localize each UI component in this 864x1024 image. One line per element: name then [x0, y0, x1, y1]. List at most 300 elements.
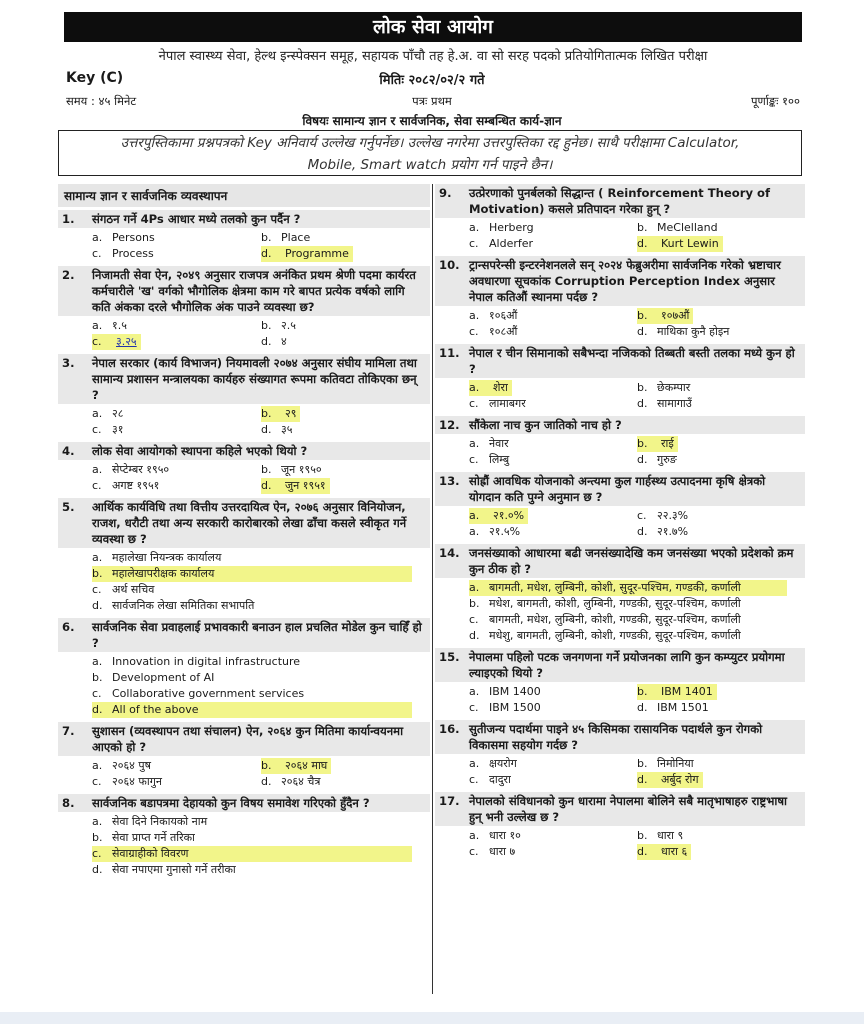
- question-number: 12.: [439, 418, 460, 432]
- option-letter: b.: [261, 231, 272, 244]
- option-list: [58, 758, 430, 790]
- option-text: अर्थ सचिव: [112, 583, 155, 596]
- question-text-row: [435, 184, 805, 218]
- option-letter: d.: [261, 335, 272, 348]
- option-text: २८: [112, 407, 124, 420]
- option-letter: a.: [469, 525, 480, 538]
- option-letter: c.: [469, 613, 479, 626]
- option: [469, 324, 637, 340]
- option: [92, 862, 430, 878]
- question-text: नेपाल र चीन सिमानाको सबैभन्दा नजिकको तिब्बती बस्ती तलका मध्ये कुन हो ?: [469, 346, 795, 376]
- option-letter: c.: [469, 701, 479, 714]
- option-letter: d.: [469, 629, 480, 642]
- option-text: २०६४ फागुन: [112, 775, 163, 788]
- option: [92, 830, 430, 846]
- option-text: २१.०%: [493, 508, 528, 524]
- question-item: [58, 618, 430, 718]
- option-text: Alderfer: [489, 237, 534, 250]
- question-item: [435, 792, 805, 860]
- option-letter: b.: [261, 319, 272, 332]
- question-text: संगठन गर्ने 4Ps आधार मध्ये तलको कुन पर्दैन ?: [92, 212, 301, 226]
- question-number: 15.: [439, 650, 460, 664]
- option-text: IBM 1401: [661, 684, 717, 700]
- option-text: सेप्टेम्बर १९५०: [112, 463, 170, 476]
- option: [261, 318, 430, 334]
- option-text: छेकम्पार: [657, 381, 691, 394]
- option: [92, 246, 261, 262]
- question-text-row: [435, 648, 805, 682]
- question-text-row: [58, 618, 430, 652]
- question-item: [435, 472, 805, 540]
- answer-option: [92, 566, 412, 582]
- option-text: नेवार: [489, 437, 509, 450]
- option: [469, 684, 637, 700]
- question-number: 8.: [62, 796, 75, 810]
- question-item: [435, 344, 805, 412]
- answer-option: [637, 684, 805, 700]
- option-text: १०७औं: [661, 308, 693, 324]
- option-letter: c.: [92, 583, 102, 596]
- option-letter: b.: [92, 831, 103, 844]
- question-text: ट्रान्सपरेन्सी इन्टरनेशनलले सन् २०२४ फेब्रुअरीमा सार्वजनिक गरेको भ्रष्टाचार अवधारणा सूचकांक Corruption Perception Index अनुसार नेपाल कतिऔं स्थानमा पर्दछ ?: [469, 258, 781, 304]
- question-text: नेपालमा पहिलो पटक जनगणना गर्ने प्रयोजनका लागि कुन कम्प्युटर प्रयोगमा ल्याइएको थियो ?: [469, 650, 785, 680]
- option: [469, 452, 637, 468]
- option-text: IBM 1500: [489, 701, 541, 714]
- option-text: MeClelland: [657, 221, 718, 234]
- option-letter: c.: [92, 334, 116, 350]
- option: [92, 814, 430, 830]
- option-text: सामागाउँ: [657, 397, 692, 410]
- question-item: [435, 648, 805, 716]
- option-text: २२.३%: [657, 509, 689, 522]
- option: [637, 828, 805, 844]
- option-letter: a.: [469, 508, 493, 524]
- option-text: सेवा नपाएमा गुनासो गर्ने तरीका: [112, 863, 236, 876]
- exam-date: मितिः २०८२/०२/२ गते: [379, 73, 485, 88]
- option-text: १.५: [112, 319, 127, 332]
- question-text: उत्प्रेरणाको पुनर्बलको सिद्धान्त ( Reinforcement Theory of Motivation) कसले प्रतिपादन गरेका हुन् ?: [469, 186, 771, 216]
- option-letter: d.: [637, 844, 661, 860]
- option-letter: a.: [469, 221, 480, 234]
- option-list: [58, 230, 430, 262]
- option: [261, 774, 430, 790]
- question-text: सार्वजनिक बडापत्रमा देहायको कुन विषय समावेश गरिएको हुँदैन ?: [92, 796, 370, 810]
- option-letter: a.: [469, 437, 480, 450]
- question-item: [58, 266, 430, 350]
- option-text: २०६४ चैत्र: [281, 775, 321, 788]
- notice-line-2: Mobile, Smart watch प्रयोग गर्न पाइने छैन।: [307, 157, 553, 173]
- option-text: धारा ९: [657, 829, 684, 842]
- option-text: All of the above: [112, 703, 199, 716]
- option-text: बागमती, मधेश, लुम्बिनी, कोशी, सुदूर-पश्चिम, गण्डकी, कर्णाली: [489, 581, 741, 594]
- exam-board-title: लोक सेवा आयोग: [64, 12, 802, 42]
- option: [637, 324, 805, 340]
- option-list: [435, 580, 805, 644]
- question-number: 2.: [62, 268, 75, 282]
- exam-subject: विषयः सामान्य ज्ञान र सार्वजनिक, सेवा सम्बन्धित कार्य-ज्ञान: [302, 114, 562, 128]
- question-text-row: [435, 792, 805, 826]
- option-letter: b.: [469, 597, 480, 610]
- option-text: २.५: [281, 319, 296, 332]
- option-letter: d.: [637, 701, 648, 714]
- option: [637, 700, 805, 716]
- question-number: 4.: [62, 444, 75, 458]
- option-list: [435, 380, 805, 412]
- option-text: गुरुङ: [657, 453, 677, 466]
- option-text: Collaborative government services: [112, 687, 305, 700]
- option-text: माथिका कुनै होइन: [657, 325, 730, 338]
- option-letter: b.: [637, 308, 661, 324]
- option-text: अगष्ट १९५१: [112, 479, 160, 492]
- notice-line-1: उत्तरपुस्तिकामा प्रश्नपत्रको Key अनिवार्य उल्लेख गर्नुपर्नेछ। उल्लेख नगरेमा उत्तरपुस्तिका रद्द हुनेछ। साथै परीक्षामा Calculator,: [120, 135, 740, 151]
- option: [92, 598, 430, 614]
- option: [637, 508, 805, 524]
- option-list: [435, 436, 805, 468]
- option: [92, 478, 261, 494]
- option-letter: b.: [261, 406, 285, 422]
- option-text: IBM 1400: [489, 685, 541, 698]
- option: [469, 436, 637, 452]
- instruction-notice: [58, 130, 802, 176]
- option-text: जून १९५०: [281, 463, 322, 476]
- option-text: महालेखा नियन्त्रक कार्यालय: [112, 551, 222, 564]
- option: [469, 220, 637, 236]
- option-letter: c.: [469, 773, 479, 786]
- question-text-row: [58, 722, 430, 756]
- option-text: मधेशु, बागमती, लुम्बिनी, कोशी, गण्डकी, सुदूर-पश्चिम, कर्णाली: [489, 629, 741, 642]
- option-text: १०८औं: [489, 325, 518, 338]
- option-letter: c.: [92, 423, 102, 436]
- answer-option: [469, 580, 787, 596]
- option: [92, 318, 261, 334]
- option-letter: b.: [637, 757, 648, 770]
- option-text: सेवा दिने निकायको नाम: [112, 815, 208, 828]
- option-list: [58, 814, 430, 878]
- option-text: धारा १०: [489, 829, 521, 842]
- question-text: सार्वजनिक सेवा प्रवाहलाई प्रभावकारी बनाउन हाल प्रचलित मोडेल कुन चाहिँ हो ?: [92, 620, 422, 650]
- question-text: नेपालको संविधानको कुन धारामा नेपालमा बोलिने सबै मातृभाषाहरु राष्ट्रभाषा हुन् भनी उल्लेख छ ?: [469, 794, 788, 824]
- option: [637, 380, 805, 396]
- question-number: 16.: [439, 722, 460, 736]
- option-text: २०६४ पुष: [112, 759, 151, 772]
- answer-option: [469, 508, 637, 524]
- option-letter: b.: [261, 463, 272, 476]
- option-letter: d.: [637, 325, 648, 338]
- option-letter: a.: [92, 815, 103, 828]
- question-text: सुतीजन्य पदार्थमा पाइने ४५ किसिमका रासायनिक पदार्थले कुन रोगको विकासमा सहयोग गर्दछ ?: [469, 722, 763, 752]
- option-text: सेवा प्राप्त गर्ने तरिका: [112, 831, 195, 844]
- option-letter: a.: [469, 829, 480, 842]
- option-text: धारा ७: [489, 845, 516, 858]
- option-letter: c.: [92, 687, 102, 700]
- option-list: [435, 684, 805, 716]
- option-text: ३५: [281, 423, 293, 436]
- option-text: ३१: [112, 423, 124, 436]
- option-text: सार्वजनिक लेखा समितिका सभापति: [112, 599, 255, 612]
- question-item: [435, 720, 805, 788]
- column-divider: [432, 184, 433, 994]
- option-list: [435, 828, 805, 860]
- option-list: [58, 406, 430, 438]
- option-text: महालेखापरीक्षक कार्यालय: [112, 567, 215, 580]
- option: [469, 308, 637, 324]
- option: [469, 828, 637, 844]
- option-letter: d.: [637, 397, 648, 410]
- option-letter: c.: [92, 479, 102, 492]
- option: [261, 334, 430, 350]
- option: [92, 582, 430, 598]
- question-number: 13.: [439, 474, 460, 488]
- question-item: [435, 416, 805, 468]
- option-list: [435, 220, 805, 252]
- option: [469, 596, 805, 612]
- question-number: 9.: [439, 186, 452, 200]
- option-letter: d.: [637, 453, 648, 466]
- answer-option: [261, 478, 430, 494]
- option-letter: a.: [469, 581, 480, 594]
- option: [92, 422, 261, 438]
- option-text: Process: [112, 247, 154, 260]
- option-text: अर्बुद रोग: [661, 772, 703, 788]
- option-letter: a.: [92, 463, 103, 476]
- answer-option: [637, 236, 805, 252]
- question-number: 10.: [439, 258, 460, 272]
- option-letter: c.: [469, 237, 479, 250]
- option: [92, 774, 261, 790]
- option: [92, 230, 261, 246]
- question-number: 11.: [439, 346, 460, 360]
- question-item: [58, 354, 430, 438]
- option-text: लिम्बु: [489, 453, 510, 466]
- option: [637, 220, 805, 236]
- option: [637, 452, 805, 468]
- answer-option: [637, 436, 805, 452]
- option-letter: c.: [92, 247, 102, 260]
- option-text: दादुरा: [489, 773, 511, 786]
- question-item: [58, 794, 430, 878]
- option-text: २१.५%: [489, 525, 521, 538]
- option-text: २९: [285, 406, 300, 422]
- option-text: लामाबगर: [489, 397, 526, 410]
- option: [469, 700, 637, 716]
- question-text-row: [58, 498, 430, 548]
- option-text: जुन १९५१: [285, 478, 330, 494]
- question-item: [435, 256, 805, 340]
- option: [469, 524, 637, 540]
- question-item: [58, 210, 430, 262]
- answer-option: [92, 702, 412, 718]
- exam-time: समय : ४५ मिनेट: [66, 94, 137, 108]
- option-list: [58, 318, 430, 350]
- left-column: [58, 184, 430, 882]
- full-marks: पूर्णाङ्कः १००: [750, 94, 800, 108]
- option-text: शेरा: [493, 380, 512, 396]
- answer-option: [92, 846, 412, 862]
- option-text: Development of AI: [112, 671, 215, 684]
- answer-option: [637, 844, 805, 860]
- question-item: [435, 544, 805, 644]
- option-text: Place: [281, 231, 311, 244]
- option: [92, 462, 261, 478]
- option-letter: d.: [261, 423, 272, 436]
- option: [92, 686, 430, 702]
- option-text: IBM 1501: [657, 701, 709, 714]
- option-list: [435, 308, 805, 340]
- option-text: बागमती, मधेश, लुम्बिनी, कोशी, गण्डकी, सुदूर-पश्चिम, कर्णाली: [489, 613, 741, 626]
- option-text: धारा ६: [661, 844, 691, 860]
- question-text: सुशासन (व्यवस्थापन तथा संचालन) ऐन, २०६४ कुन मितिमा कार्यान्वयनमा आएको हो ?: [92, 724, 404, 754]
- option-letter: c.: [469, 397, 479, 410]
- question-text: लोक सेवा आयोगको स्थापना कहिले भएको थियो ?: [92, 444, 308, 458]
- option-letter: b.: [92, 671, 103, 684]
- option-letter: a.: [92, 231, 103, 244]
- option-letter: a.: [469, 309, 480, 322]
- question-text-row: [58, 794, 430, 812]
- option-letter: c.: [92, 847, 102, 860]
- option-text: सेवाग्राहीको विवरण: [112, 847, 189, 860]
- option-list: [58, 654, 430, 718]
- option: [469, 772, 637, 788]
- option-text: ४: [281, 335, 287, 348]
- question-number: 1.: [62, 212, 75, 226]
- option: [92, 654, 430, 670]
- question-item: [58, 442, 430, 494]
- option: [469, 628, 805, 644]
- option-letter: a.: [92, 407, 103, 420]
- option-letter: d.: [261, 775, 272, 788]
- option-text: Kurt Lewin: [661, 236, 723, 252]
- option-list: [435, 756, 805, 788]
- question-text: आर्थिक कार्यविधि तथा वित्तीय उत्तरदायित्व ऐन, २०७६ अनुसार विनियोजन, राजश, धरौटी तथा अन्य सरकारी कारोबारको लेखा ढाँचा कसले स्वीकृत गर्ने व्यवस्था छ ?: [92, 500, 407, 546]
- option: [469, 396, 637, 412]
- option: [92, 758, 261, 774]
- option-letter: a.: [92, 551, 103, 564]
- option-text: २०६४ माघ: [285, 758, 331, 774]
- option-letter: a.: [469, 685, 480, 698]
- option-text: २१.७%: [657, 525, 689, 538]
- question-text: सोह्रौं आवधिक योजनाको अन्त्यमा कुल गार्हस्थ्य उत्पादनमा कृषि क्षेत्रको योगदान कति पुग्ने अनुमान छ ?: [469, 474, 766, 504]
- option-letter: b.: [637, 381, 648, 394]
- option-letter: c.: [469, 453, 479, 466]
- question-text-row: [58, 210, 430, 228]
- option-text: Herberg: [489, 221, 534, 234]
- option-letter: b.: [637, 829, 648, 842]
- option: [261, 230, 430, 246]
- option: [261, 462, 430, 478]
- question-text-row: [435, 472, 805, 506]
- option-list: [435, 508, 805, 540]
- option-letter: d.: [637, 772, 661, 788]
- option-letter: d.: [637, 236, 661, 252]
- question-text-row: [58, 354, 430, 404]
- question-text-row: [435, 344, 805, 378]
- question-number: 7.: [62, 724, 75, 738]
- exam-subtitle: नेपाल स्वास्थ्य सेवा, हेल्थ इन्स्पेक्सन समूह, सहायक पाँचौ तह हे.अ. वा सो सरह पदको प्रतियोगितात्मक लिखित परीक्षा: [158, 49, 708, 64]
- option: [637, 756, 805, 772]
- question-number: 6.: [62, 620, 75, 634]
- right-column: [435, 184, 805, 864]
- question-text: निजामती सेवा ऐन, २०४९ अनुसार राजपत्र अनंकित प्रथम श्रेणी पदमा कार्यरत कर्मचारीले 'ख' वर्गको भौगोलिक क्षेत्रमा काम गरे बापत प्रत्येक वर्षको लागि कति अंकका दरले भौगोलिक अंक पाउने व्यवस्था छ?: [92, 268, 416, 314]
- option-letter: a.: [92, 759, 103, 772]
- option: [92, 550, 430, 566]
- question-number: 5.: [62, 500, 75, 514]
- option-letter: b.: [637, 436, 661, 452]
- option-list: [58, 462, 430, 494]
- option: [92, 670, 430, 686]
- option-text: Innovation in digital infrastructure: [112, 655, 301, 668]
- option: [637, 396, 805, 412]
- paper-key: Key (C): [66, 70, 124, 86]
- question-text-row: [58, 266, 430, 316]
- question-item: [435, 184, 805, 252]
- option-letter: c.: [469, 845, 479, 858]
- question-item: [58, 498, 430, 614]
- option-letter: d.: [92, 599, 103, 612]
- option-letter: d.: [92, 703, 103, 716]
- question-text-row: [58, 442, 430, 460]
- option-letter: d.: [261, 246, 285, 262]
- option-letter: a.: [469, 380, 493, 396]
- question-number: 3.: [62, 356, 75, 370]
- answer-option: [92, 334, 261, 350]
- question-text-row: [435, 544, 805, 578]
- option: [637, 524, 805, 540]
- option-letter: b.: [637, 221, 648, 234]
- option-letter: b.: [261, 758, 285, 774]
- option: [469, 612, 805, 628]
- option-letter: a.: [92, 319, 103, 332]
- option-letter: b.: [92, 567, 103, 580]
- answer-option: [261, 246, 430, 262]
- option-letter: c.: [469, 325, 479, 338]
- option: [261, 422, 430, 438]
- option-letter: c.: [92, 775, 102, 788]
- question-number: 17.: [439, 794, 460, 808]
- question-text-row: [435, 416, 805, 434]
- question-text: नेपाल सरकार (कार्य विभाजन) नियमावली २०७४ अनुसार संघीय मामिला तथा सामान्य प्रशासन मन्त्रालयका कार्यहरु संख्यागत रूपमा कतिवटा तोकिएका छन् ?: [92, 356, 417, 402]
- option-letter: d.: [637, 525, 648, 538]
- option-text: ३.२५: [116, 334, 141, 350]
- option-text: राई: [661, 436, 678, 452]
- option-text: मधेश, बागमती, कोशी, लुम्बिनी, गण्डकी, सुदूर-पश्चिम, कर्णाली: [489, 597, 741, 610]
- question-number: 14.: [439, 546, 460, 560]
- option-letter: a.: [469, 757, 480, 770]
- question-item: [58, 722, 430, 790]
- answer-option: [637, 308, 805, 324]
- option-list: [58, 550, 430, 614]
- option-letter: d.: [261, 478, 285, 494]
- section-heading: सामान्य ज्ञान र सार्वजनिक व्यवस्थापन: [58, 184, 430, 207]
- question-text-row: [435, 720, 805, 754]
- option-text: क्षयरोग: [489, 757, 517, 770]
- option-text: Programme: [285, 246, 353, 262]
- answer-option: [469, 380, 637, 396]
- option-text: Persons: [112, 231, 155, 244]
- question-text: सौंकेला नाच कुन जातिको नाच हो ?: [469, 418, 622, 432]
- question-text: जनसंख्याको आधारमा बढी जनसंख्यादेखि कम जनसंख्या भएको प्रदेशको क्रम कुन ठीक हो ?: [469, 546, 794, 576]
- bottom-bar: [0, 1012, 864, 1024]
- answer-option: [637, 772, 805, 788]
- option-text: निमोनिया: [657, 757, 694, 770]
- option-letter: c.: [637, 509, 647, 522]
- option-letter: a.: [92, 655, 103, 668]
- option-letter: d.: [92, 863, 103, 876]
- option: [469, 756, 637, 772]
- option-letter: b.: [637, 684, 661, 700]
- question-text-row: [435, 256, 805, 306]
- option: [92, 406, 261, 422]
- answer-option: [261, 406, 430, 422]
